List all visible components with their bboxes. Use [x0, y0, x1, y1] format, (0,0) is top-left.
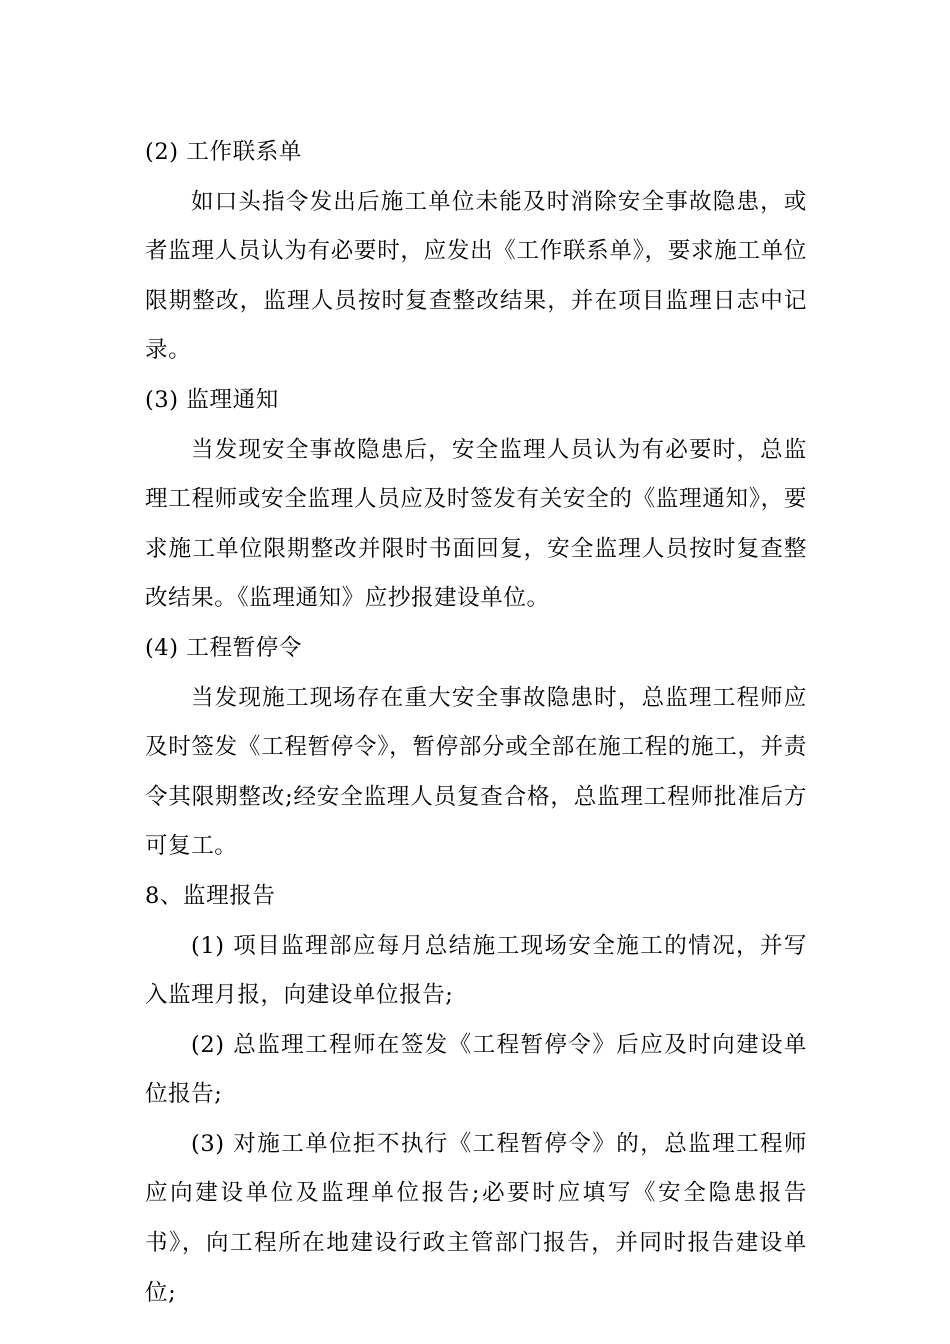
paragraph-report-item-1: (1) 项目监理部应每月总结施工现场安全施工的情况，并写入监理月报，向建设单位报告; — [145, 932, 807, 1009]
section-heading-supervision-notice: (3) 监理通知 — [145, 386, 279, 413]
paragraph-report-item-2: (2) 总监理工程师在签发《工程暂停令》后应及时向建设单位报告; — [145, 1031, 807, 1108]
paragraph-report-item-3: (3) 对施工单位拒不执行《工程暂停令》的，总监理工程师应向建设单位及监理单位报告;必要时应填写《安全隐患报告书》，向工程所在地建设行政主管部门报告，并同时报告建设单位; — [145, 1130, 807, 1306]
document-body — [145, 128, 807, 1318]
paragraph-work-suspension-order: 当发现施工现场存在重大安全事故隐患时，总监理工程师应及时签发《工程暂停令》，暂停部分或全部在施工程的施工，并责令其限期整改;经安全监理人员复查合格，总监理工程师批准后方可复工。 — [145, 684, 807, 860]
paragraph-work-contact-sheet: 如口头指令发出后施工单位未能及时消除安全事故隐患，或者监理人员认为有必要时，应发出《工作联系单》，要求施工单位限期整改，监理人员按时复查整改结果，并在项目监理日志中记录。 — [145, 188, 807, 364]
section-heading-supervision-report: 8、监理报告 — [145, 882, 276, 909]
section-heading-work-suspension-order: (4) 工程暂停令 — [145, 634, 302, 661]
paragraph-supervision-notice: 当发现安全事故隐患后，安全监理人员认为有必要时，总监理工程师或安全监理人员应及时签发有关安全的《监理通知》，要求施工单位限期整改并限时书面回复，安全监理人员按时复查整改结果。《监理通知》应抄报建设单位。 — [145, 436, 807, 612]
section-heading-work-contact-sheet: (2) 工作联系单 — [145, 139, 302, 165]
